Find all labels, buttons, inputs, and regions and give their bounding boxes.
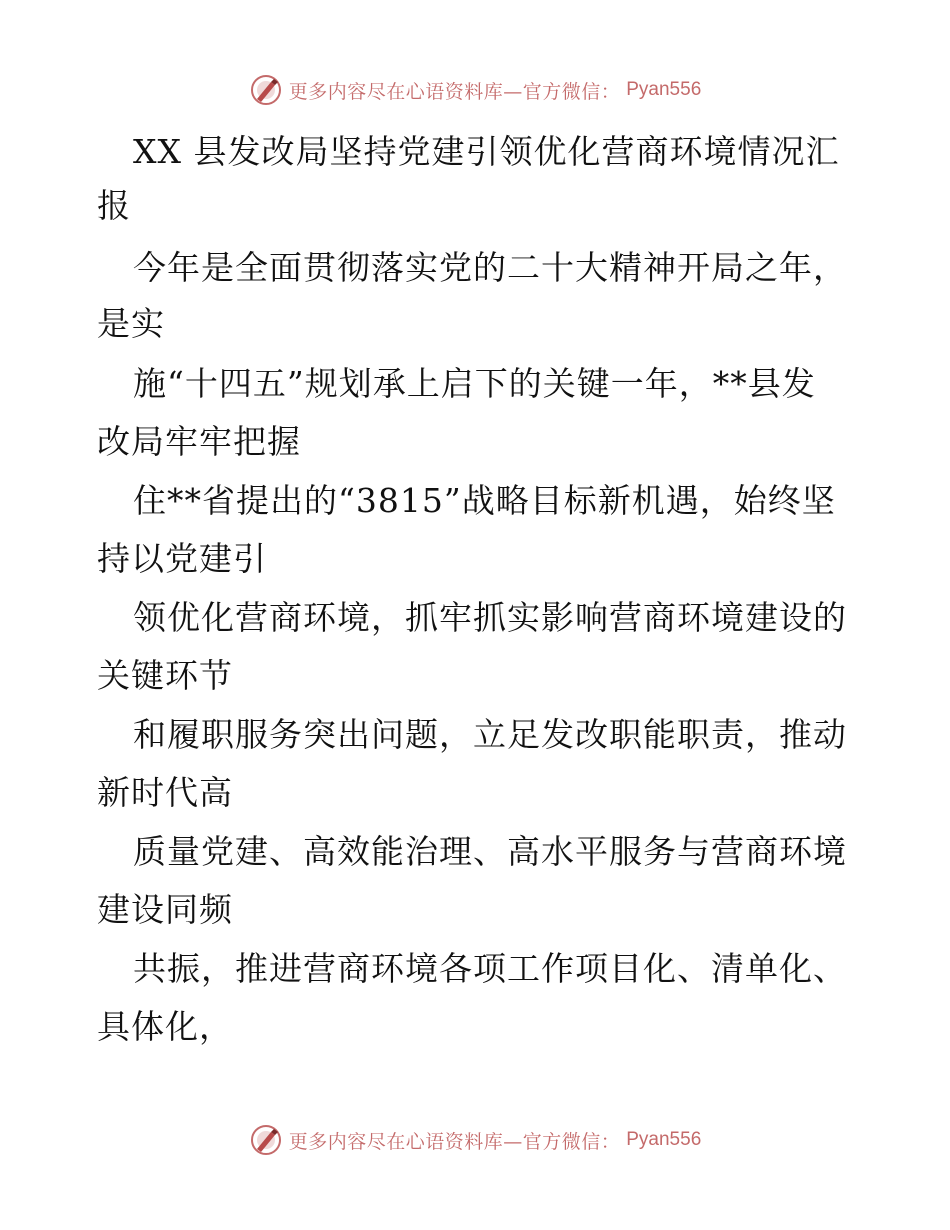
watermark-wechat-id: Pyan556	[626, 79, 702, 100]
title-line-2: 报	[97, 186, 131, 225]
paragraph-line: 改局牢牢把握	[97, 422, 301, 461]
paragraph-line: 施“十四五”规划承上启下的关键一年，**县发	[133, 364, 816, 403]
watermark-text: 更多内容尽在心语资料库—官方微信：	[288, 80, 621, 103]
paragraph-line: 具体化，	[97, 1007, 233, 1046]
paragraph-line: 住**省提出的“3815”战略目标新机遇，始终坚	[133, 481, 836, 520]
paragraph-line: 领优化营商环境，抓牢抓实影响营商环境建设的	[133, 598, 847, 637]
pen-logo-icon	[249, 73, 283, 107]
paragraph-line: 建设同频	[97, 890, 233, 929]
paragraph-line: 是实	[97, 304, 165, 343]
paragraph-line: 新时代高	[97, 773, 233, 812]
pen-logo-icon	[249, 1123, 283, 1157]
paragraph-line: 关键环节	[97, 656, 233, 695]
paragraph-line: 和履职服务突出问题，立足发改职能职责，推动	[133, 715, 847, 754]
footer-watermark	[0, 1122, 950, 1158]
title-line-1: XX 县发改局坚持党建引领优化营商环境情况汇	[133, 132, 840, 171]
paragraph-line: 今年是全面贯彻落实党的二十大精神开局之年，	[133, 248, 847, 287]
paragraph-line: 共振，推进营商环境各项工作项目化、清单化、	[133, 949, 847, 988]
watermark-text: 更多内容尽在心语资料库—官方微信：	[288, 1130, 621, 1153]
header-watermark	[0, 72, 950, 108]
watermark-wechat-id: Pyan556	[626, 1129, 702, 1150]
paragraph-line: 质量党建、高效能治理、高水平服务与营商环境	[133, 832, 847, 871]
paragraph-line: 持以党建引	[97, 539, 267, 578]
